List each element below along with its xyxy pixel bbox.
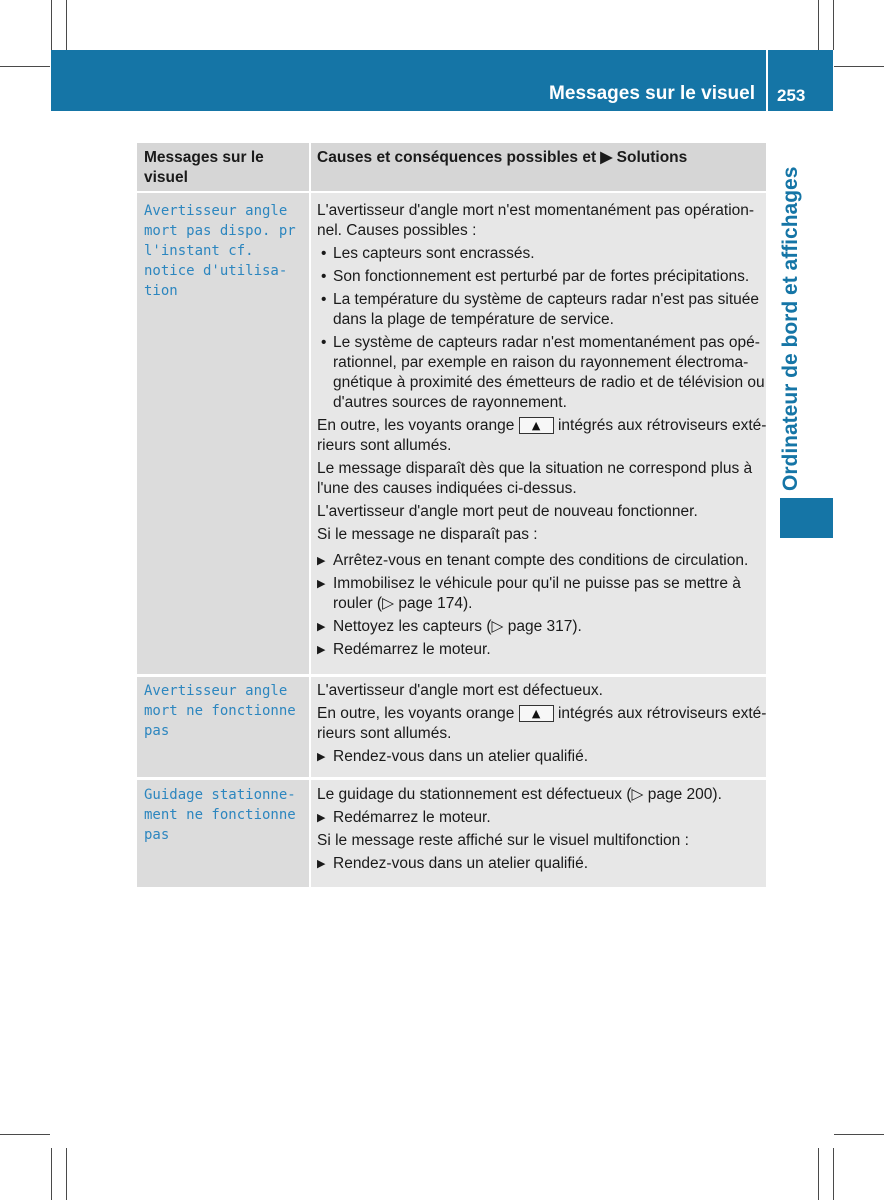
section-header-bar bbox=[51, 50, 833, 111]
possible-causes-list bbox=[317, 244, 766, 413]
table-row bbox=[137, 780, 766, 887]
warning-triangle-glyph: ▲ bbox=[531, 707, 541, 721]
crop-mark bbox=[0, 66, 50, 67]
solution-text: Redémarrez le moteur. bbox=[333, 809, 491, 826]
crop-mark bbox=[66, 0, 67, 50]
cause-item bbox=[317, 244, 766, 264]
solution-text: Redémarrez le moteur. bbox=[333, 641, 491, 658]
note-text: L'avertisseur d'angle mort peut de nouveau fonctionner. bbox=[317, 503, 698, 520]
crop-mark bbox=[833, 1148, 834, 1200]
action-arrow-icon: ▶ bbox=[317, 577, 326, 590]
indicator-note-before: En outre, les voyants orange bbox=[317, 705, 515, 722]
action-arrow-icon: ▶ bbox=[317, 857, 326, 870]
display-message: Avertisseur angle mort pas dispo. pr l'instant cf. notice d'utilisa- tion bbox=[144, 203, 296, 299]
table-row bbox=[137, 677, 766, 777]
display-message: Avertisseur angle mort ne fonctionne pas bbox=[144, 683, 296, 739]
indicator-note-after: intégrés aux rétroviseurs exté- rieurs sont allumés. bbox=[317, 705, 767, 742]
crop-mark bbox=[833, 0, 834, 50]
cause-text: Son fonctionnement est perturbé par de fortes précipitations. bbox=[333, 268, 750, 285]
note-text: Le message disparaît dès que la situation ne correspond plus à l'une des causes indiquées ci-dessus. bbox=[317, 460, 753, 497]
chapter-tab-label: Ordinateur de bord et affichages bbox=[779, 166, 802, 491]
action-arrow-icon: ▶ bbox=[317, 811, 326, 824]
action-arrow-icon: ▶ bbox=[317, 620, 326, 633]
solution-text: Rendez-vous dans un atelier qualifié. bbox=[333, 748, 589, 765]
crop-mark bbox=[0, 1134, 50, 1135]
crop-mark bbox=[818, 0, 819, 50]
action-arrow-icon: ▶ bbox=[317, 750, 326, 763]
cause-item bbox=[317, 333, 766, 413]
action-arrow-icon: ▶ bbox=[317, 643, 326, 656]
bullet-dot-icon: • bbox=[321, 245, 327, 262]
cause-text: Les capteurs sont encrassés. bbox=[333, 245, 535, 262]
solutions-list bbox=[317, 551, 766, 660]
section-title: Messages sur le visuel bbox=[549, 83, 755, 104]
display-message-cell bbox=[137, 193, 309, 674]
warning-triangle-icon bbox=[519, 417, 554, 434]
causes-solutions-cell bbox=[311, 780, 766, 887]
display-message-cell bbox=[137, 780, 309, 887]
cause-intro: L'avertisseur d'angle mort n'est momentanément pas opération- nel. Causes possibles : bbox=[317, 202, 755, 239]
solution-text: Immobilisez le véhicule pour qu'il ne puisse pas se mettre à rouler (▷ page 174). bbox=[333, 575, 741, 612]
solution-item bbox=[317, 854, 766, 874]
crop-mark bbox=[51, 1148, 52, 1200]
solutions-list bbox=[317, 747, 766, 767]
cause-intro: L'avertisseur d'angle mort est défectueux. bbox=[317, 682, 603, 699]
cause-text: La température du système de capteurs radar n'est pas située dans la plage de température de service. bbox=[333, 291, 760, 328]
solution-text: Rendez-vous dans un atelier qualifié. bbox=[333, 855, 589, 872]
column-header-causes-solutions: Causes et conséquences possibles et ▶ Solutions bbox=[317, 149, 688, 166]
bullet-dot-icon: • bbox=[321, 334, 327, 351]
crop-mark bbox=[834, 66, 884, 67]
solution-text: Arrêtez-vous en tenant compte des conditions de circulation. bbox=[333, 552, 749, 569]
table-row bbox=[137, 193, 766, 674]
action-arrow-icon: ▶ bbox=[317, 554, 326, 567]
solution-item bbox=[317, 640, 766, 660]
solution-item bbox=[317, 617, 766, 637]
warning-triangle-glyph: ▲ bbox=[531, 419, 541, 433]
bullet-dot-icon: • bbox=[321, 268, 327, 285]
display-message-cell bbox=[137, 677, 309, 777]
table-header-row bbox=[137, 143, 766, 191]
solution-item bbox=[317, 574, 766, 614]
indicator-note-before: En outre, les voyants orange bbox=[317, 417, 515, 434]
crop-mark bbox=[818, 1148, 819, 1200]
note-text: Si le message ne disparaît pas : bbox=[317, 526, 538, 543]
column-header-message: Messages sur le visuel bbox=[144, 149, 264, 186]
solutions-list bbox=[317, 854, 766, 874]
solution-item bbox=[317, 551, 766, 571]
page-number: 253 bbox=[777, 86, 806, 105]
display-message: Guidage stationne- ment ne fonctionne pas bbox=[144, 787, 296, 843]
header-divider bbox=[766, 50, 768, 111]
solution-text: Nettoyez les capteurs (▷ page 317). bbox=[333, 618, 582, 635]
causes-solutions-cell bbox=[311, 193, 766, 674]
header-cell-causes bbox=[311, 143, 766, 191]
cause-item bbox=[317, 267, 766, 287]
solution-item bbox=[317, 747, 766, 767]
causes-solutions-cell bbox=[311, 677, 766, 777]
solution-item bbox=[317, 808, 766, 828]
cause-text: Le système de capteurs radar n'est momentanément pas opé- rationnel, par exemple en raison du rayonnement électroma- gnétique à proximité des émetteurs de radio et de télévision ou d'autres sources de rayonnement. bbox=[333, 334, 765, 411]
note-text: Si le message reste affiché sur le visuel multifonction : bbox=[317, 832, 689, 849]
crop-mark bbox=[66, 1148, 67, 1200]
header-cell-message bbox=[137, 143, 309, 191]
warning-triangle-icon bbox=[519, 705, 554, 722]
solutions-list bbox=[317, 808, 766, 828]
bullet-dot-icon: • bbox=[321, 291, 327, 308]
crop-mark bbox=[51, 0, 52, 50]
indicator-note bbox=[317, 416, 766, 456]
cause-item bbox=[317, 290, 766, 330]
indicator-note-after: intégrés aux rétroviseurs exté- rieurs sont allumés. bbox=[317, 417, 767, 454]
chapter-tab-marker bbox=[780, 498, 833, 538]
cause-intro: Le guidage du stationnement est défectueux (▷ page 200). bbox=[317, 786, 722, 803]
indicator-note bbox=[317, 704, 766, 744]
crop-mark bbox=[834, 1134, 884, 1135]
messages-table bbox=[137, 143, 766, 887]
